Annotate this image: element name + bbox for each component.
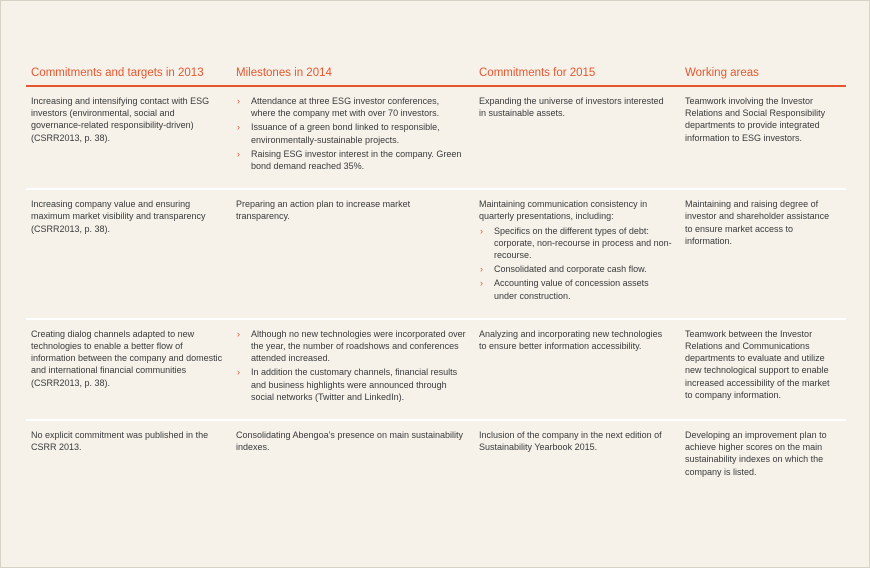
table-row xyxy=(26,319,846,420)
list-item: › Specifics on the different types of debt: corporate, non-recourse in process and non-recourse. xyxy=(480,225,672,261)
table-row xyxy=(26,420,846,492)
chevron-right-icon: › xyxy=(237,122,240,133)
list-item: › Raising ESG investor interest in the company. Green bond demand reached 35%. xyxy=(237,148,462,172)
cell-commitment-2015: Analyzing and incorporating new technologies to ensure better information accessibility. xyxy=(474,319,680,420)
cell-milestones-2014 xyxy=(231,86,474,189)
cell-commitment-2013: Increasing company value and ensuring maximum market visibility and transparency (CSRR2013, p. 38). xyxy=(26,189,231,319)
commitments-list xyxy=(479,225,672,302)
table-row xyxy=(26,189,846,319)
cell-working-area: Teamwork between the Investor Relations and Communications departments to evaluate and utilize new technological support to enable increased accessibility of the market to company information. xyxy=(680,319,846,420)
cell-working-area: Maintaining and raising degree of investor and shareholder assistance to ensure market access to information. xyxy=(680,189,846,319)
cell-commitment-2015: Inclusion of the company in the next edition of Sustainability Yearbook 2015. xyxy=(479,430,662,453)
cell-milestones-2014 xyxy=(231,319,474,420)
table-row xyxy=(26,86,846,189)
header-milestones-2014: Milestones in 2014 xyxy=(231,59,474,86)
chevron-right-icon: › xyxy=(480,278,483,289)
cell-working-area: Teamwork involving the Investor Relations and Social Responsibility departments to provide integrated information to ESG investors. xyxy=(680,86,846,189)
cell-commitment-2013: Creating dialog channels adapted to new technologies to enable a better flow of information between the company and domestic and international financial communities (CSRR2013, p. 38). xyxy=(26,319,231,420)
header-commitments-2013: Commitments and targets in 2013 xyxy=(26,59,231,86)
list-item: › In addition the customary channels, financial results and business highlights were announced through social networks (Twitter and LinkedIn). xyxy=(237,367,458,402)
milestones-list xyxy=(236,328,466,403)
table-header-row xyxy=(26,59,846,86)
cell-intro-text: Maintaining communication consistency in quarterly presentations, including: xyxy=(479,199,648,222)
cell-commitment-2015 xyxy=(474,189,680,319)
cell-commitment-2013: Increasing and intensifying contact with ESG investors (environmental, social and governance-related responsibility-driven) (CSRR2013, p. 38). xyxy=(26,86,231,189)
list-item: › Attendance at three ESG investor conferences, where the company met with over 70 investors. xyxy=(237,96,440,119)
milestones-list xyxy=(236,95,466,172)
header-commitments-2015: Commitments for 2015 xyxy=(474,59,680,86)
chevron-right-icon: › xyxy=(237,328,240,339)
list-item: › Although no new technologies were incorporated over the year, the number of roadshows and conferences attended increased. xyxy=(237,328,466,364)
cell-milestones-2014: Preparing an action plan to increase market transparency. xyxy=(231,189,474,319)
cell-working-area: Developing an improvement plan to achieve higher scores on the main sustainability indexes on which the company is listed. xyxy=(685,430,827,477)
chevron-right-icon: › xyxy=(237,148,240,159)
list-item: › Consolidated and corporate cash flow. xyxy=(480,264,647,275)
chevron-right-icon: › xyxy=(480,225,483,236)
list-item: › Issuance of a green bond linked to responsible, environmentally-sustainable projects. xyxy=(237,122,440,145)
chevron-right-icon: › xyxy=(480,264,483,275)
cell-milestones-2014: Consolidating Abengoa’s presence on main sustainability indexes. xyxy=(236,430,463,453)
cell-commitment-2015: Expanding the universe of investors interested in sustainable assets. xyxy=(474,86,680,189)
header-working-areas: Working areas xyxy=(680,59,846,86)
chevron-right-icon: › xyxy=(237,367,240,378)
cell-commitment-2013: No explicit commitment was published in the CSRR 2013. xyxy=(31,430,209,453)
commitments-table xyxy=(26,59,846,492)
chevron-right-icon: › xyxy=(237,96,240,106)
list-item: › Accounting value of concession assets under construction. xyxy=(480,278,649,301)
